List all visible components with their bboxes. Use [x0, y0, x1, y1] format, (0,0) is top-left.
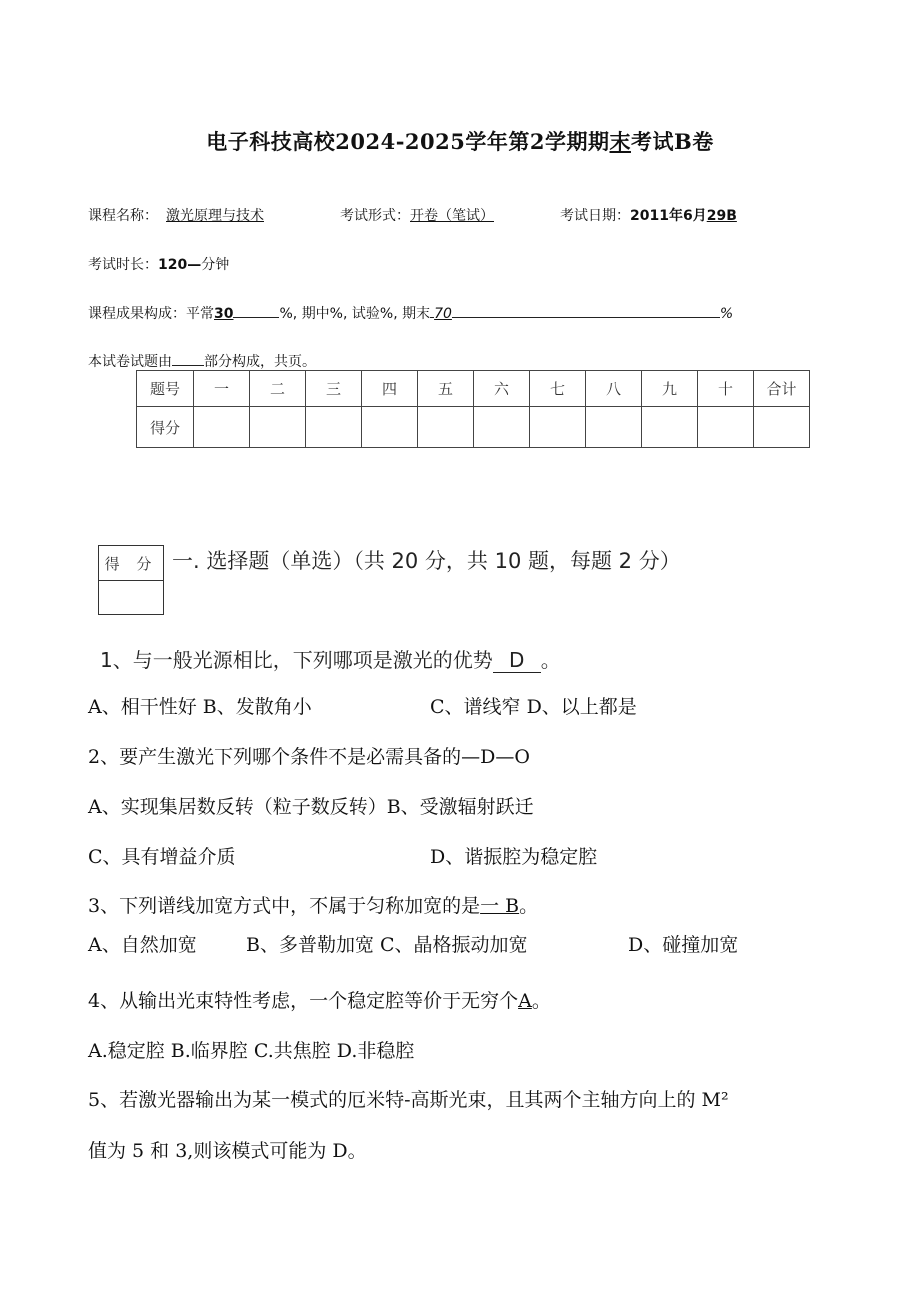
question-3: 3、下列谱线加宽方式中，不属于匀称加宽的是一 B。 — [88, 895, 539, 917]
section-heading: 一. 选择题（单选）（共 20 分，共 10 题，每题 2 分） — [172, 549, 681, 573]
question-2-options-ab: A、实现集居数反转（粒子数反转）B、受激辐射跃迁 — [88, 796, 534, 818]
question-3-options-bc: B、多普勒加宽 C、晶格振动加宽 — [246, 934, 528, 956]
score-table-header-cell: 十 — [698, 371, 754, 407]
score-table-header-cell: 一 — [194, 371, 250, 407]
question-3-option-d: D、碰撞加宽 — [628, 934, 739, 956]
course-name-line: 课程名称： 激光原理与技术 — [88, 208, 264, 224]
score-table-header-row — [137, 371, 810, 407]
question-4: 4、从输出光束特性考虑，一个稳定腔等价于无穷个A。 — [88, 990, 551, 1012]
score-cell — [586, 407, 642, 448]
score-cell — [306, 407, 362, 448]
question-5-continued: 值为 5 和 3,则该模式可能为 D。 — [88, 1140, 367, 1162]
question-5: 5、若激光器输出为某一模式的厄米特-高斯光束，且其两个主轴方向上的 M² — [88, 1089, 729, 1111]
exam-title: 电子科技高校2024-2025学年第2学期期末考试B卷 — [206, 129, 714, 154]
exam-form-line: 考试形式：开卷（笔试） — [340, 208, 494, 224]
score-table-header-cell: 四 — [362, 371, 418, 407]
exam-duration-line: 考试时长：120—分钟 — [88, 257, 230, 273]
question-1-options-cd: C、谱线窄 D、以上都是 — [430, 696, 637, 718]
score-table — [136, 370, 810, 448]
score-cell — [642, 407, 698, 448]
score-table-header-cell: 二 — [250, 371, 306, 407]
score-cell — [530, 407, 586, 448]
score-table-header-cell: 六 — [474, 371, 530, 407]
score-table-header-cell: 合计 — [754, 371, 810, 407]
score-cell — [754, 407, 810, 448]
score-cell — [194, 407, 250, 448]
score-table-header-cell: 七 — [530, 371, 586, 407]
question-2-option-c: C、具有增益介质 — [88, 846, 236, 868]
exam-date-line: 考试日期：2011年6月29B — [560, 208, 737, 224]
question-4-options: A.稳定腔 B.临界腔 C.共焦腔 D.非稳腔 — [88, 1040, 415, 1062]
section-score-box — [98, 545, 164, 615]
section-score-label: 得 分 — [99, 546, 163, 581]
score-cell — [698, 407, 754, 448]
score-cell — [474, 407, 530, 448]
question-1-options-ab: A、相干性好 B、发散角小 — [88, 696, 312, 718]
question-1: 1、与一般光源相比，下列哪项是激光的优势 D 。 — [100, 648, 561, 672]
score-table-header-cell: 八 — [586, 371, 642, 407]
score-table-header-cell: 题号 — [137, 371, 194, 407]
score-cell — [418, 407, 474, 448]
paper-description-line: 本试卷试题由 部分构成，共页。 — [88, 350, 316, 371]
question-2-option-d: D、谐振腔为稳定腔 — [430, 846, 598, 868]
question-2: 2、要产生激光下列哪个条件不是必需具备的—D—O — [88, 746, 530, 768]
score-table-header-cell: 九 — [642, 371, 698, 407]
score-table-header-cell: 五 — [418, 371, 474, 407]
grade-composition-line: 课程成果构成：平常30 %, 期中%, 试验%, 期末 70 % — [88, 302, 733, 323]
question-3-option-a: A、自然加宽 — [88, 934, 197, 956]
score-table-score-row — [137, 407, 810, 448]
score-table-row-label: 得分 — [137, 407, 194, 448]
score-table-header-cell: 三 — [306, 371, 362, 407]
score-cell — [362, 407, 418, 448]
score-cell — [250, 407, 306, 448]
